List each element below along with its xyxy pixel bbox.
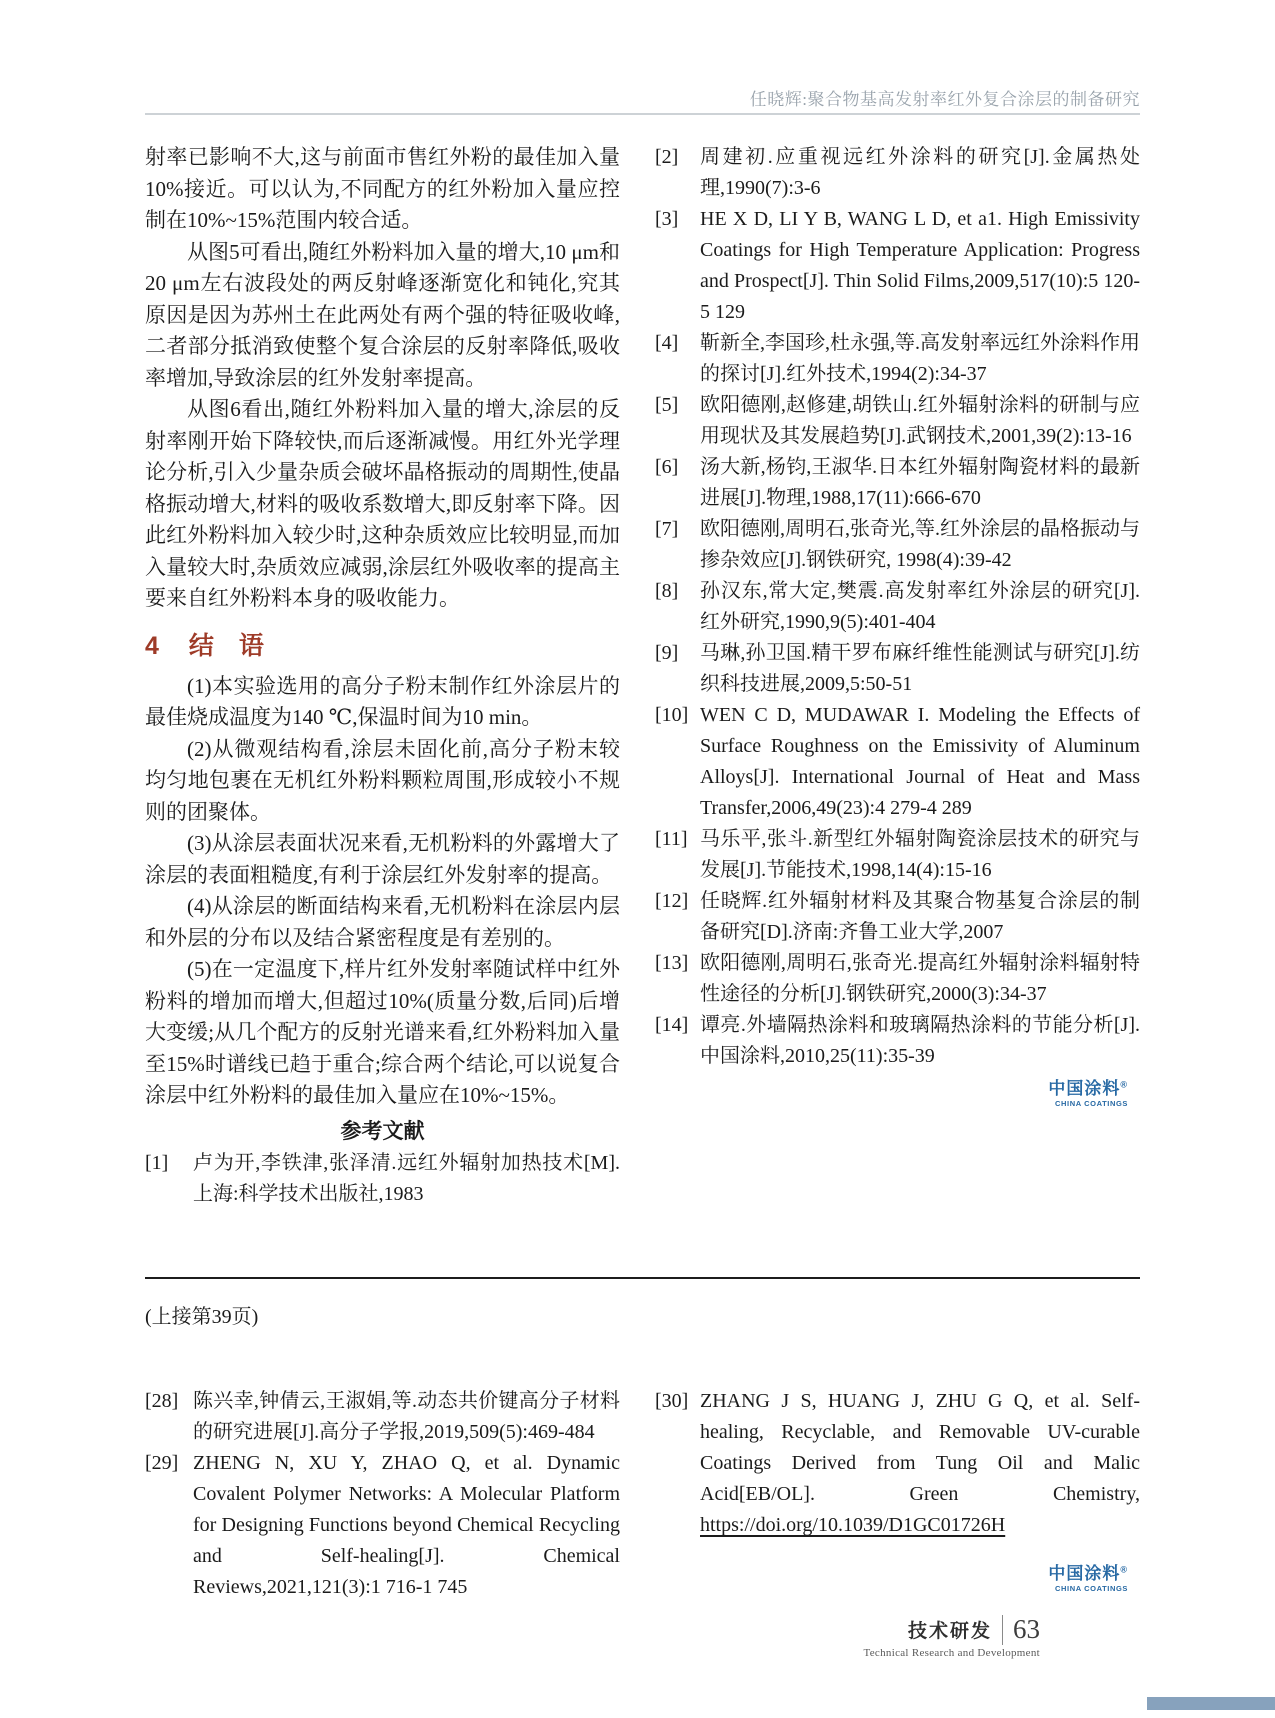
conclusion-item: (2)从微观结构看,涂层未固化前,高分子粉末较均匀地包裹在无机红外粉料颗粒周围,形成较小不规则的团聚体。 — [145, 736, 620, 824]
section-divider — [145, 1277, 1140, 1279]
reference-number: [11] — [655, 828, 688, 850]
reference-item — [655, 886, 1140, 948]
reference-number: [12] — [655, 890, 689, 912]
reference-text: 谭亮.外墙隔热涂料和玻璃隔热涂料的节能分析[J].中国涂料,2010,25(11):35-39 — [700, 1014, 1140, 1067]
reference-item — [655, 142, 1140, 204]
conclusion-item: (4)从涂层的断面结构来看,无机粉料在涂层内层和外层的分布以及结合紧密程度是有差别的。 — [145, 894, 620, 950]
running-head: 任晓辉:聚合物基高发射率红外复合涂层的制备研究 — [749, 90, 1140, 109]
reference-text: HE X D, LI Y B, WANG L D, et a1. High Emissivity Coatings for High Temperature Application: Progress and Prospect[J]. Thin Solid Films,2009,517(10):5 120-5 129 — [700, 208, 1140, 323]
reference-number: [5] — [655, 394, 679, 416]
section-number: 4 — [145, 631, 159, 660]
reference-text: 孙汉东,常大定,樊震.高发射率红外涂层的研究[J].红外研究,1990,9(5):401-404 — [700, 580, 1140, 633]
conclusion-item: (5)在一定温度下,样片红外发射率随试样中红外粉料的增加而增大,但超过10%(质量分数,后同)后增大变缓;从几个配方的反射光谱来看,红外粉料加入量至15%时谱线已趋于重合;综合两个结论,可以说复合涂层中红外粉料的最佳加入量应在10%~15%。 — [145, 957, 620, 1107]
reference-number: [1] — [145, 1151, 169, 1174]
reference-number: [3] — [655, 208, 679, 230]
logo-en-text: CHINA COATINGS — [1055, 1098, 1128, 1108]
reference-item — [145, 1448, 620, 1603]
reference-number: [29] — [145, 1452, 179, 1474]
continued-from-note: (上接第39页) — [145, 1306, 259, 1328]
reference-item — [145, 1386, 620, 1448]
reference-text: 欧阳德刚,赵修建,胡铁山.红外辐射涂料的研制与应用现状及其发展趋势[J].武钢技术,2001,39(2):13-16 — [700, 394, 1140, 447]
page-footer — [0, 1614, 1040, 1659]
reference-number: [10] — [655, 704, 689, 726]
bottom-left-column — [145, 1386, 620, 1603]
footer-accent-strip — [1147, 1697, 1275, 1710]
registered-mark-icon: ® — [1120, 1079, 1128, 1090]
reference-item — [655, 638, 1140, 700]
body-paragraph: 射率已影响不大,这与前面市售红外粉的最佳加入量10%接近。可以认为,不同配方的红外粉加入量应控制在10%~15%范围内较合适。 — [145, 145, 620, 232]
bottom-right-column — [655, 1386, 1140, 1603]
reference-item — [655, 948, 1140, 1010]
reference-item — [655, 204, 1140, 328]
reference-item — [655, 1010, 1140, 1072]
logo-cn-text: 中国涂料® — [1048, 1079, 1128, 1098]
reference-item — [655, 576, 1140, 638]
logo-cn-text: 中国涂料® — [1048, 1564, 1128, 1583]
conclusion-item: (3)从涂层表面状况来看,无机粉料的外露增大了涂层的表面粗糙度,有利于涂层红外发射率的提高。 — [145, 831, 620, 887]
reference-item — [655, 824, 1140, 886]
logo-en-text: CHINA COATINGS — [1055, 1583, 1128, 1593]
china-coatings-logo — [655, 1565, 1140, 1593]
reference-text — [700, 1390, 1140, 1536]
footer-divider-bar — [1002, 1615, 1003, 1645]
reference-item — [145, 1148, 620, 1210]
reference-number: [9] — [655, 642, 679, 664]
doi-link[interactable]: https://doi.org/10.1039/D1GC01726H — [700, 1514, 1006, 1536]
china-coatings-logo — [655, 1080, 1140, 1108]
header-rule — [145, 113, 1140, 115]
continued-content — [145, 1386, 1140, 1603]
conclusion-item: (1)本实验选用的高分子粉末制作红外涂层片的最佳烧成温度为140 ℃,保温时间为10 min。 — [145, 673, 620, 729]
reference-number: [14] — [655, 1014, 689, 1036]
body-paragraph: 从图6看出,随红外粉料加入量的增大,涂层的反射率刚开始下降较快,而后逐渐减慢。用红外光学理论分析,引入少量杂质会破坏晶格振动的周期性,使晶格振动增大,材料的吸收系数增大,即反射率下降。因此红外粉料加入较少时,这种杂质效应比较明显,而加入量较大时,杂质效应减弱,涂层红外吸收率的提高主要来自红外粉料本身的吸收能力。 — [145, 397, 620, 610]
references-heading: 参考文献 — [340, 1119, 425, 1143]
reference-number: [2] — [655, 146, 679, 168]
reference-number: [8] — [655, 580, 679, 602]
reference-number: [6] — [655, 456, 679, 478]
footer-section-en: Technical Research and Development — [863, 1647, 1040, 1659]
reference-number: [13] — [655, 952, 689, 974]
body-paragraph: 从图5可看出,随红外粉料加入量的增大,10 μm和20 μm左右波段处的两反射峰逐渐宽化和钝化,究其原因是因为苏州土在此两处有两个强的特征吸收峰,二者部分抵消致使整个复合涂层的反射率降低,吸收率增加,导致涂层的红外发射率提高。 — [145, 239, 620, 390]
reference-number: [28] — [145, 1390, 179, 1412]
page-number: 63 — [1013, 1614, 1040, 1644]
reference-item — [655, 514, 1140, 576]
reference-number: [30] — [655, 1390, 689, 1412]
section-title: 结 语 — [188, 631, 264, 660]
footer-title-row — [0, 1614, 1040, 1645]
reference-text: 马乐平,张斗.新型红外辐射陶瓷涂层技术的研究与发展[J].节能技术,1998,14(4):15-16 — [700, 828, 1140, 881]
reference-text: 欧阳德刚,周明石,张奇光,等.红外涂层的晶格振动与掺杂效应[J].钢铁研究, 1998(4):39-42 — [700, 518, 1140, 571]
reference-item — [655, 390, 1140, 452]
reference-text: 靳新全,李国珍,杜永强,等.高发射率远红外涂料作用的探讨[J].红外技术,1994(2):34-37 — [700, 332, 1140, 385]
reference-text: WEN C D, MUDAWAR I. Modeling the Effects of Surface Roughness on the Emissivity of Aluminum Alloys[J]. International Journal of Heat and Mass Transfer,2006,49(23):4 279-4 289 — [700, 704, 1140, 819]
reference-text: 周建初.应重视远红外涂料的研究[J].金属热处理,1990(7):3-6 — [700, 146, 1140, 199]
reference-text: 欧阳德刚,周明石,张奇光.提高红外辐射涂料辐射特性途径的分析[J].钢铁研究,2000(3):34-37 — [700, 952, 1140, 1005]
reference-text: 马琳,孙卫国.精干罗布麻纤维性能测试与研究[J].纺织科技进展,2009,5:50-51 — [700, 642, 1140, 695]
reference-text: 陈兴幸,钟倩云,王淑娟,等.动态共价键高分子材料的研究进展[J].高分子学报,2019,509(5):469-484 — [193, 1390, 620, 1443]
reference-item — [655, 328, 1140, 390]
main-content — [145, 142, 1140, 1210]
reference-item — [655, 452, 1140, 514]
reference-number: [7] — [655, 518, 679, 540]
reference-text-main: ZHANG J S, HUANG J, ZHU G Q, et al. Self-healing, Recyclable, and Removable UV-curable Coatings Derived from Tung Oil and Malic Acid[EB/OL]. Green Chemistry, — [700, 1390, 1140, 1505]
reference-text: 汤大新,杨钧,王淑华.日本红外辐射陶瓷材料的最新进展[J].物理,1988,17(11):666-670 — [700, 456, 1140, 509]
left-column — [145, 142, 620, 1210]
reference-text: 卢为开,李铁津,张泽清.远红外辐射加热技术[M].上海:科学技术出版社,1983 — [193, 1151, 620, 1205]
section-heading — [145, 631, 620, 661]
reference-text: ZHENG N, XU Y, ZHAO Q, et al. Dynamic Covalent Polymer Networks: A Molecular Platform for Designing Functions beyond Chemical Recycling and Self-healing[J]. Chemical Reviews,2021,121(3):1 716-1 745 — [193, 1452, 620, 1598]
reference-item — [655, 700, 1140, 824]
reference-item — [655, 1386, 1140, 1541]
reference-text: 任晓辉.红外辐射材料及其聚合物基复合涂层的制备研究[D].济南:齐鲁工业大学,2007 — [700, 890, 1140, 943]
registered-mark-icon: ® — [1120, 1564, 1128, 1575]
footer-section-cn: 技术研发 — [907, 1621, 992, 1642]
reference-number: [4] — [655, 332, 679, 354]
right-column — [655, 142, 1140, 1210]
